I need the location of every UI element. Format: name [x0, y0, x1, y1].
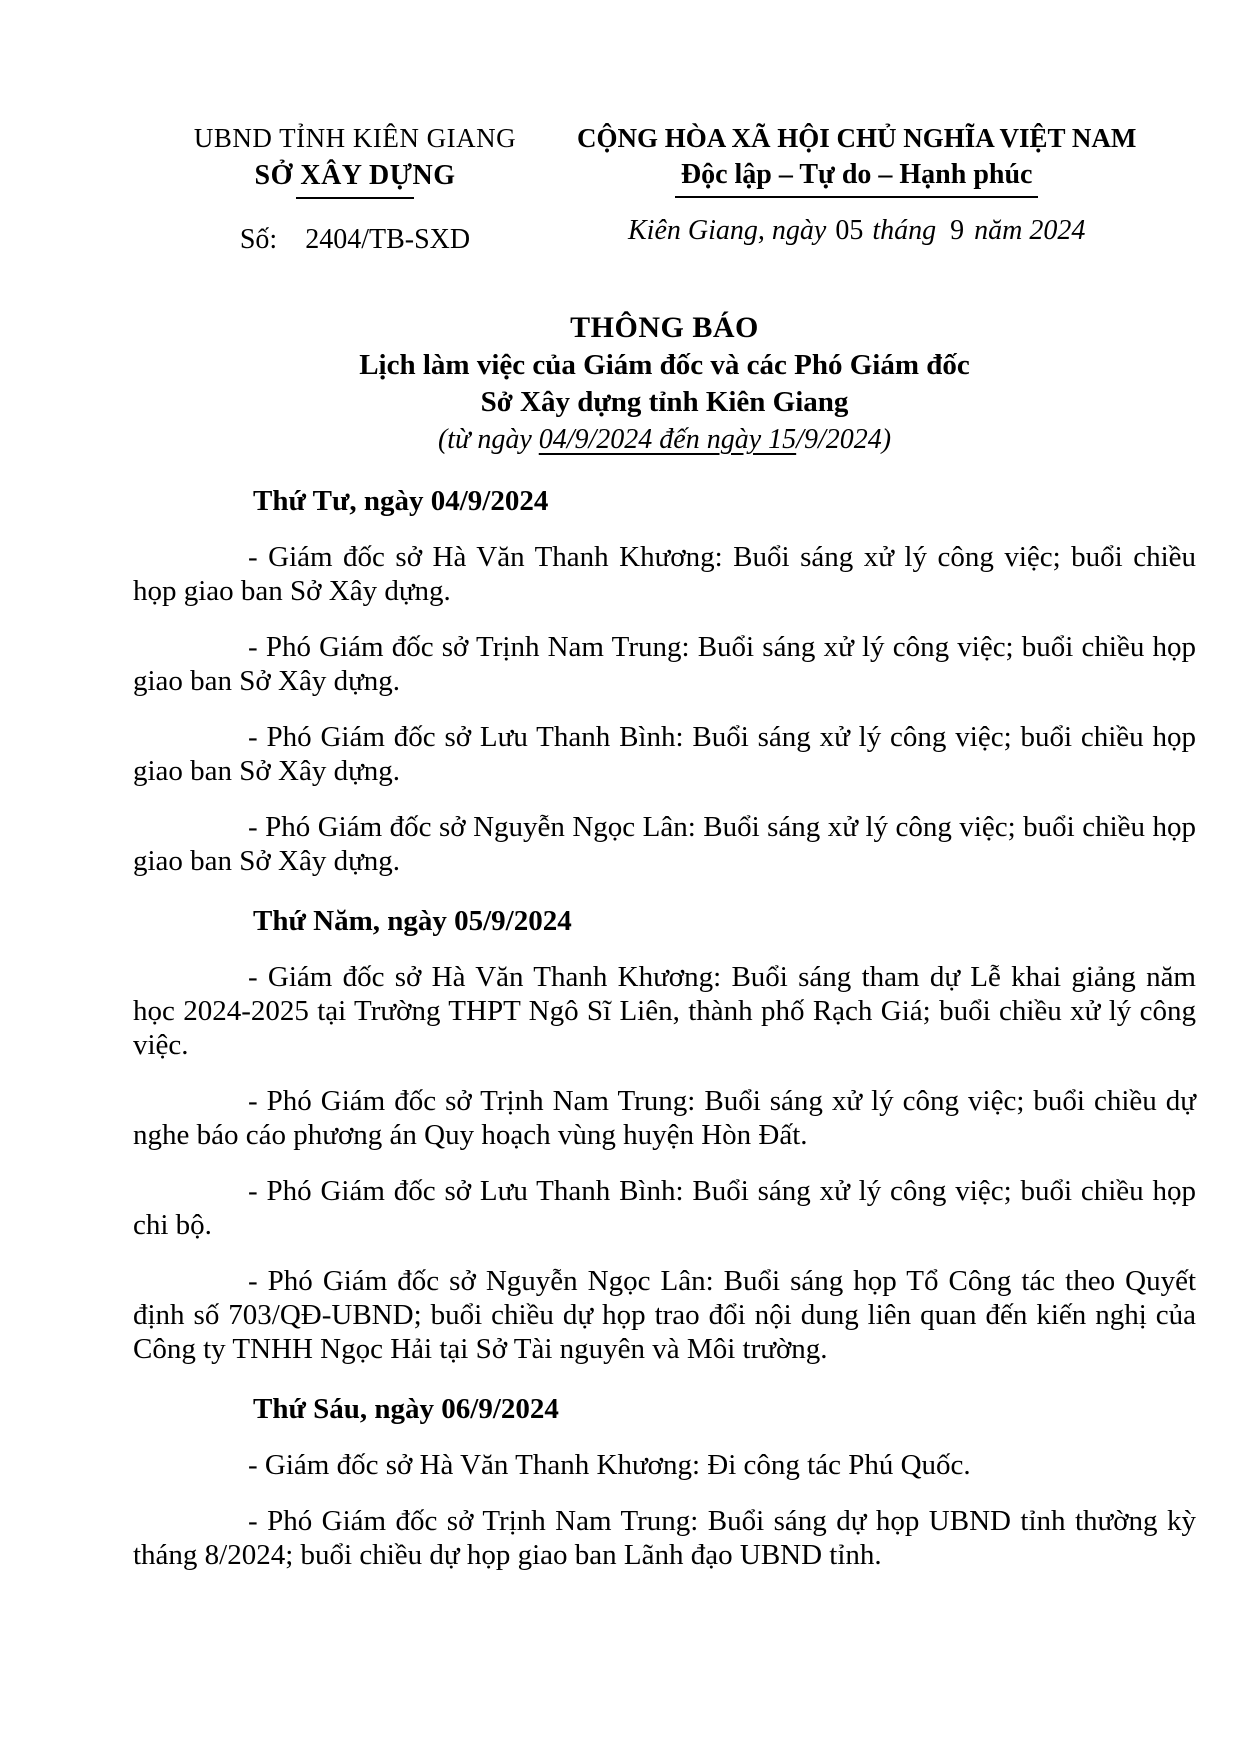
document-header — [133, 120, 1196, 257]
national-header-block — [577, 120, 1206, 248]
schedule-entry: - Giám đốc sở Hà Văn Thanh Khương: Đi công tác Phú Quốc. — [248, 1449, 971, 1481]
agency-name-rule — [296, 197, 414, 199]
document-number-line — [133, 223, 577, 257]
place-date-prefix: Kiên Giang, ngày — [628, 215, 827, 246]
schedule-entry: - Giám đốc sở Hà Văn Thanh Khương: Buổi sáng tham dự Lễ khai giảng năm học 2024-2025 tại Trường THPT Ngô Sĩ Liên, thành phố Rạch Giá; buổi chiều xử lý công việc. — [133, 961, 1196, 1061]
document-subject-line2: Sở Xây dựng tỉnh Kiên Giang — [480, 386, 849, 418]
document-type-title: THÔNG BÁO — [570, 311, 759, 344]
document-number: 2404/TB-SXD — [305, 224, 471, 255]
issuing-agency-block — [133, 120, 577, 257]
day-heading: Thứ Sáu, ngày 06/9/2024 — [253, 1393, 559, 1425]
title-block — [133, 309, 1196, 458]
date-year: năm 2024 — [974, 215, 1086, 246]
agency-name: SỞ XÂY DỰNG — [254, 160, 456, 191]
schedule-entry: - Phó Giám đốc sở Lưu Thanh Bình: Buổi sáng xử lý công việc; buổi chiều họp giao ban Sở Xây dựng. — [133, 721, 1196, 787]
date-range-underlined: 04/9/2024 đến ngày 15 — [538, 424, 797, 455]
schedule-entry: - Phó Giám đốc sở Nguyễn Ngọc Lân: Buổi sáng họp Tổ Công tác theo Quyết định số 703/QĐ-UBND; buổi chiều dự họp trao đổi nội dung liên quan đến kiến nghị của Công ty TNHH Ngọc Hải tại Sở Tài nguyên và Môi trường. — [133, 1265, 1196, 1365]
national-motto: Độc lập – Tự do – Hạnh phúc — [675, 158, 1039, 198]
schedule-day-section — [133, 1392, 1196, 1572]
date-month-label: tháng — [872, 215, 937, 246]
schedule-entry: - Phó Giám đốc sở Trịnh Nam Trung: Buổi sáng xử lý công việc; buổi chiều họp giao ban Sở Xây dựng. — [133, 631, 1196, 697]
day-heading: Thứ Tư, ngày 04/9/2024 — [253, 485, 549, 517]
schedule-date-range — [133, 421, 1196, 458]
document-number-label: Số: — [239, 224, 278, 255]
schedule-day-section — [133, 484, 1196, 878]
date-month: 9 — [950, 215, 965, 246]
document-subject-line1: Lịch làm việc của Giám đốc và các Phó Giám đốc — [359, 349, 970, 381]
parent-agency-name: UBND TỈNH KIÊN GIANG — [193, 123, 517, 153]
schedule-entry: - Phó Giám đốc sở Trịnh Nam Trung: Buổi sáng xử lý công việc; buổi chiều dự nghe báo cáo phương án Quy hoạch vùng huyện Hòn Đất. — [133, 1085, 1196, 1151]
schedule-body — [133, 484, 1196, 1572]
schedule-entry: - Phó Giám đốc sở Lưu Thanh Bình: Buổi sáng xử lý công việc; buổi chiều họp chi bộ. — [133, 1175, 1196, 1241]
national-title: CỘNG HÒA XÃ HỘI CHỦ NGHĨA VIỆT NAM — [577, 123, 1137, 153]
schedule-entry: - Phó Giám đốc sở Nguyễn Ngọc Lân: Buổi sáng xử lý công việc; buổi chiều họp giao ban Sở Xây dựng. — [133, 811, 1196, 877]
date-range-suffix: /9/2024) — [796, 424, 892, 455]
schedule-entry: - Phó Giám đốc sở Trịnh Nam Trung: Buổi sáng dự họp UBND tỉnh thường kỳ tháng 8/2024; buổi chiều dự họp giao ban Lãnh đạo UBND tỉnh. — [133, 1505, 1196, 1571]
schedule-day-section — [133, 904, 1196, 1366]
schedule-entry: - Giám đốc sở Hà Văn Thanh Khương: Buổi sáng xử lý công việc; buổi chiều họp giao ban Sở Xây dựng. — [133, 541, 1196, 607]
date-day: 05 — [835, 215, 864, 246]
place-and-date — [577, 214, 1136, 248]
date-range-prefix: (từ ngày — [437, 424, 539, 455]
day-heading: Thứ Năm, ngày 05/9/2024 — [253, 905, 572, 937]
